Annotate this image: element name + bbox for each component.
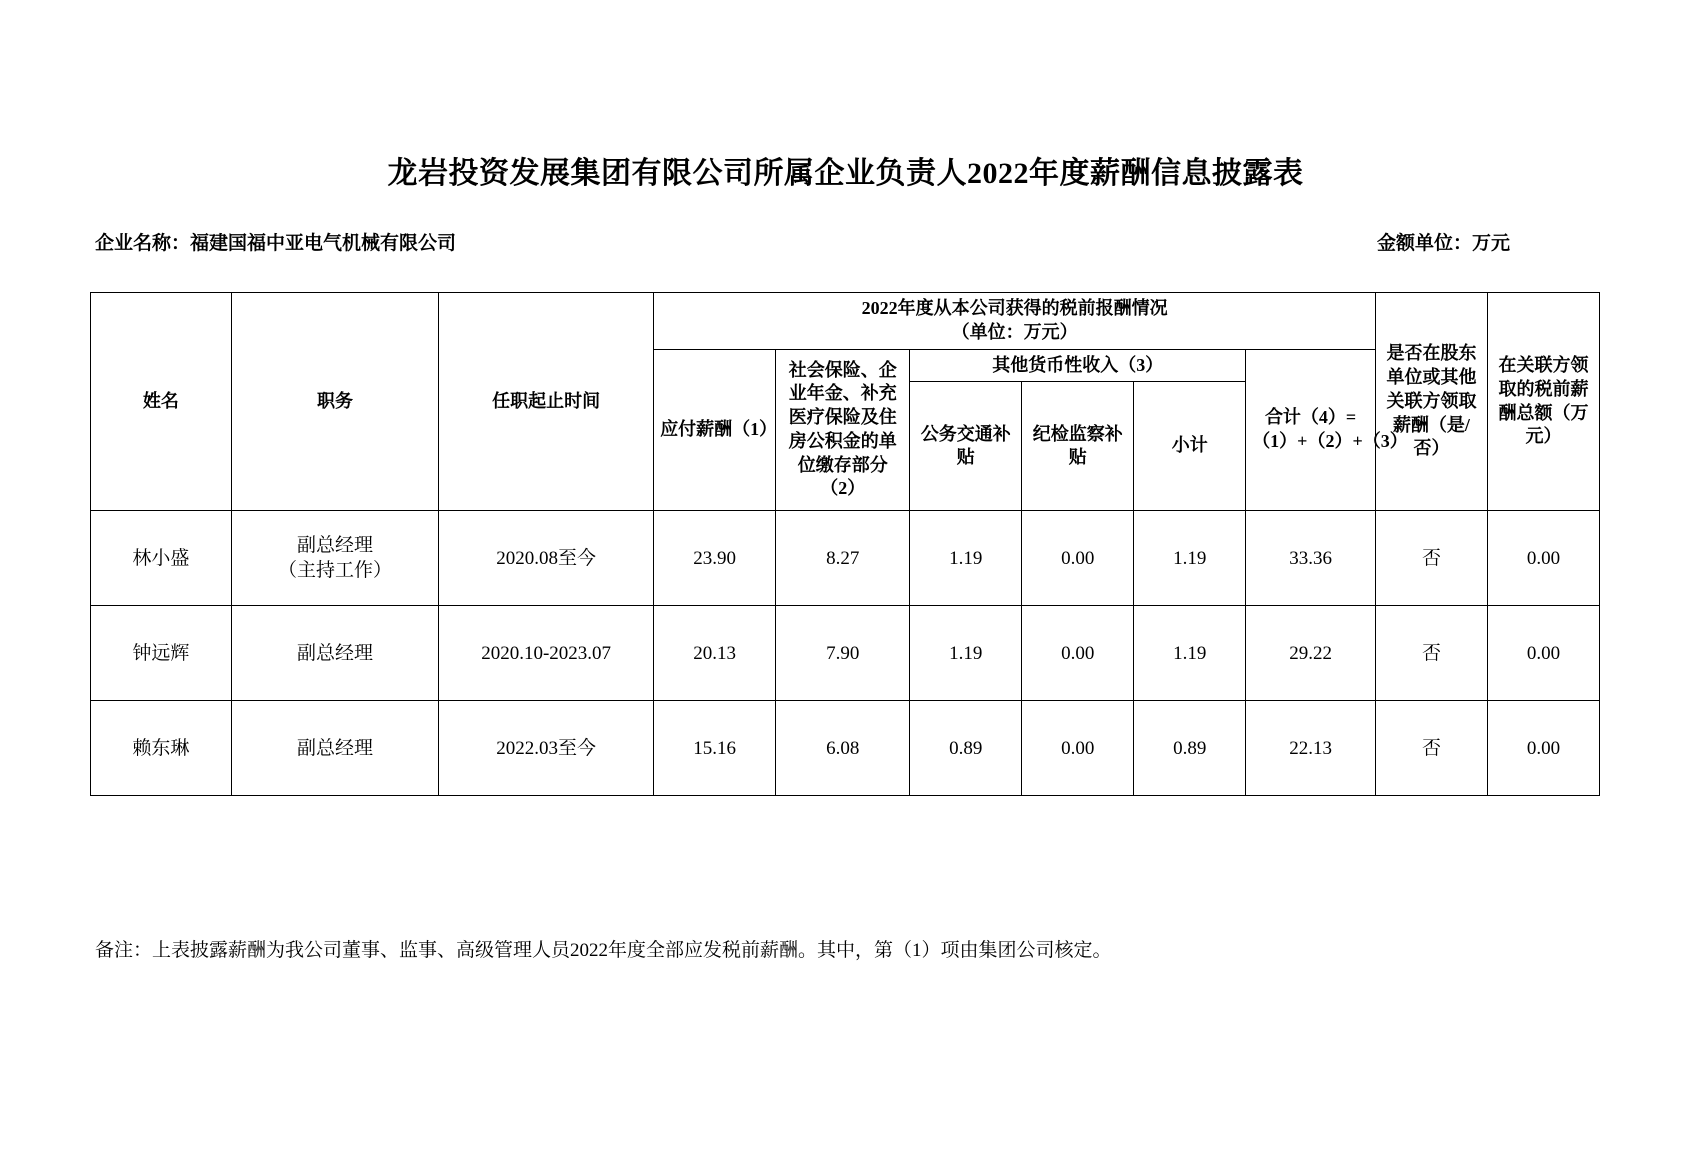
table-row (91, 606, 1600, 701)
header-pretax-group-title: 2022年度从本公司获得的税前报酬情况 (861, 298, 1168, 318)
cell-related-party-total: 0.00 (1487, 511, 1599, 606)
cell-insurance: 8.27 (776, 511, 910, 606)
table-header-row-1 (91, 293, 1600, 350)
header-total: 合计（4）=（1）+（2）+（3） (1246, 349, 1376, 511)
cell-transport-subsidy: 1.19 (910, 511, 1022, 606)
cell-from-shareholder: 否 (1375, 606, 1487, 701)
cell-payable-salary: 20.13 (654, 606, 776, 701)
cell-related-party-total: 0.00 (1487, 701, 1599, 796)
amount-unit-label: 金额单位：万元 (1376, 233, 1510, 254)
cell-from-shareholder: 否 (1375, 511, 1487, 606)
cell-insurance: 7.90 (776, 606, 910, 701)
header-position: 职务 (231, 293, 438, 511)
header-name: 姓名 (91, 293, 232, 511)
cell-total: 33.36 (1246, 511, 1376, 606)
cell-related-party-total: 0.00 (1487, 606, 1599, 701)
cell-subtotal: 0.89 (1134, 701, 1246, 796)
cell-insurance: 6.08 (776, 701, 910, 796)
header-subtotal: 小计 (1134, 382, 1246, 511)
cell-payable-salary: 23.90 (654, 511, 776, 606)
cell-transport-subsidy: 1.19 (910, 606, 1022, 701)
cell-tenure: 2020.10-2023.07 (439, 606, 654, 701)
header-transport-subsidy: 公务交通补贴 (910, 382, 1022, 511)
header-pretax-group (654, 293, 1376, 350)
table-note: 备注：上表披露薪酬为我公司董事、监事、高级管理人员2022年度全部应发税前薪酬。其中，第（1）项由集团公司核定。 (95, 940, 1112, 961)
cell-total: 22.13 (1246, 701, 1376, 796)
cell-transport-subsidy: 0.89 (910, 701, 1022, 796)
cell-tenure: 2022.03至今 (439, 701, 654, 796)
cell-position: 副总经理 (231, 606, 438, 701)
cell-total: 29.22 (1246, 606, 1376, 701)
header-pretax-group-unit: （单位：万元） (951, 321, 1078, 342)
cell-position: 副总经理 (231, 701, 438, 796)
cell-name: 钟远辉 (91, 606, 232, 701)
cell-name: 林小盛 (91, 511, 232, 606)
cell-subtotal: 1.19 (1134, 606, 1246, 701)
cell-position (231, 511, 438, 606)
cell-discipline-subsidy: 0.00 (1022, 606, 1134, 701)
cell-from-shareholder: 否 (1375, 701, 1487, 796)
header-from-shareholder: 是否在股东单位或其他关联方领取薪酬（是/否） (1375, 293, 1487, 511)
cell-subtotal: 1.19 (1134, 511, 1246, 606)
header-discipline-subsidy: 纪检监察补贴 (1022, 382, 1134, 511)
cell-position-line2: （主持工作） (277, 560, 392, 582)
document-meta (95, 228, 1510, 255)
compensation-table (90, 292, 1600, 796)
cell-discipline-subsidy: 0.00 (1022, 511, 1134, 606)
cell-discipline-subsidy: 0.00 (1022, 701, 1134, 796)
header-related-party-total: 在关联方领取的税前薪酬总额（万元） (1487, 293, 1599, 511)
table-row (91, 701, 1600, 796)
cell-payable-salary: 15.16 (654, 701, 776, 796)
table-row (91, 511, 1600, 606)
cell-tenure: 2020.08至今 (439, 511, 654, 606)
header-tenure: 任职起止时间 (439, 293, 654, 511)
company-name-label: 企业名称：福建国福中亚电气机械有限公司 (95, 233, 457, 254)
header-payable-salary: 应付薪酬（1） (654, 349, 776, 511)
cell-position-line1: 副总经理 (296, 535, 373, 557)
header-insurance: 社会保险、企业年金、补充医疗保险及住房公积金的单位缴存部分（2） (776, 349, 910, 511)
page-title: 龙岩投资发展集团有限公司所属企业负责人2022年度薪酬信息披露表 (387, 157, 1304, 190)
cell-name: 赖东琳 (91, 701, 232, 796)
header-other-income: 其他货币性收入（3） (910, 349, 1246, 382)
